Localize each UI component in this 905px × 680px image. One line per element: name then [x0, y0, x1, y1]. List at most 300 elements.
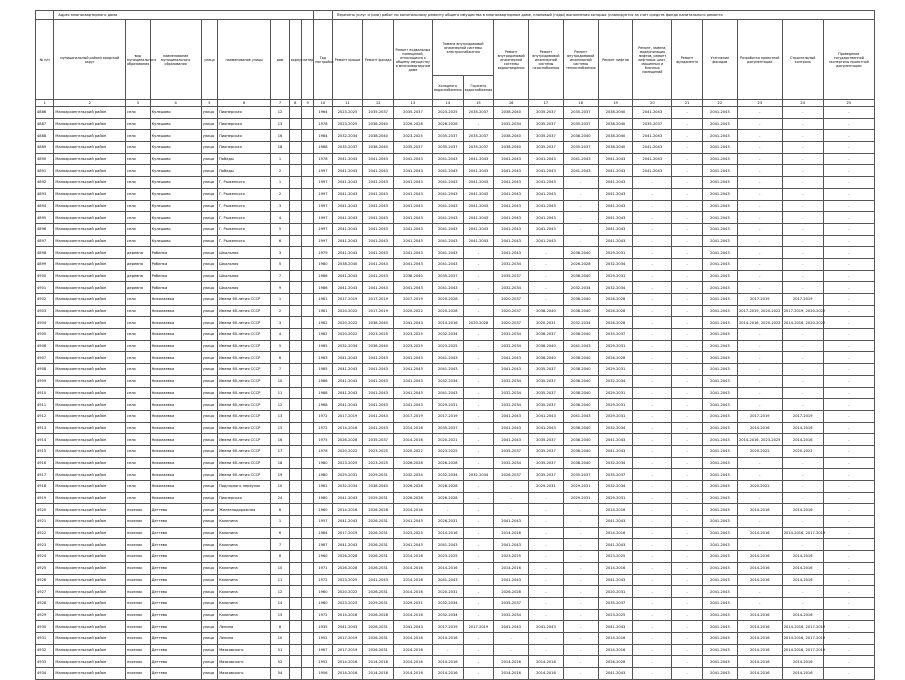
table-cell-c23: - [737, 247, 782, 259]
table-cell-c18: - [563, 644, 598, 656]
table-cell-c13: 2041-2043 [394, 165, 433, 177]
header-subcolumn: Горячего водоснабжения [463, 76, 494, 100]
table-cell-c21: - [672, 282, 703, 294]
table-cell-year: 1997 [314, 223, 332, 235]
table-cell-c23: - [737, 142, 782, 154]
table-cell-mo: Кулешово [150, 165, 201, 177]
table-cell-c14: 2041-2043 [432, 258, 463, 270]
table-cell-l [301, 118, 313, 130]
table-cell-c14: 2035-2037 [432, 130, 463, 142]
table-cell-mo: Николаевка [150, 352, 201, 364]
table-cell-c25: - [823, 481, 874, 493]
table-cell-c23: 2014-2016 [737, 422, 782, 434]
table-cell-kind: село [126, 212, 151, 224]
header-column-number: 23 [737, 100, 782, 107]
table-row [36, 258, 875, 270]
table-cell-c22: 2041-2043 [702, 656, 737, 668]
table-cell-c21: - [672, 668, 703, 680]
table-cell-st: улица [201, 609, 217, 621]
table-cell-c20: 2041-2043 [633, 142, 672, 154]
table-cell-c22: 2041-2043 [702, 352, 737, 364]
header-column: Ремонт фундамента [672, 20, 703, 100]
table-cell-st: улица [201, 375, 217, 387]
table-cell-c24: 2014-2016 [782, 422, 823, 434]
table-cell-l [301, 644, 313, 656]
table-cell-l [301, 621, 313, 633]
table-cell-mo: Кулешово [150, 188, 201, 200]
table-cell-c13: 2041-2043 [394, 352, 433, 364]
table-cell-st: улица [201, 165, 217, 177]
table-cell-c12: 2026-2028 [363, 609, 394, 621]
table-cell-mo: Кулешово [150, 200, 201, 212]
table-cell-mo: Кулешово [150, 153, 201, 165]
table-cell-c19: 2014-2016 [598, 644, 633, 656]
table-cell-c21: - [672, 294, 703, 306]
table-cell-c13: 2041-2043 [394, 200, 433, 212]
table-cell-n: 4905 [36, 329, 54, 341]
table-cell-mo: Дегтево [150, 562, 201, 574]
table-cell-c20: - [633, 516, 672, 528]
table-cell-c18: 2029-2031 [563, 481, 598, 493]
table-cell-street: Имени 60-летия СССР [218, 399, 271, 411]
table-cell-c20: 2041-2043 [633, 153, 672, 165]
header-column-number: 12 [363, 100, 394, 107]
table-cell-c25: - [823, 586, 874, 598]
table-cell-st: улица [201, 282, 217, 294]
table-cell-l [301, 668, 313, 680]
table-cell-c25: - [823, 492, 874, 504]
table-cell-c11: 2041-2043 [332, 212, 363, 224]
table-cell-district: Малоархангельский район [54, 656, 126, 668]
table-cell-k [289, 340, 301, 352]
table-cell-c21: - [672, 352, 703, 364]
table-cell-street: Г. Рыженкого [218, 235, 271, 247]
table-cell-st: улица [201, 223, 217, 235]
table-cell-year: 1987 [314, 539, 332, 551]
table-cell-c21: - [672, 130, 703, 142]
table-cell-l [301, 165, 313, 177]
table-cell-year: 1997 [314, 188, 332, 200]
table-cell-c14: 2041-2043 [432, 188, 463, 200]
table-cell-k [289, 188, 301, 200]
table-cell-c22: 2041-2043 [702, 258, 737, 270]
table-cell-c14: 2017-2019 [432, 410, 463, 422]
table-cell-c25: - [823, 294, 874, 306]
table-cell-street: Имени 60-летия СССР [218, 445, 271, 457]
table-cell-c15: - [463, 551, 494, 563]
table-cell-c19: 2029-2031 [598, 387, 633, 399]
table-cell-c16: 2041-2043 [494, 165, 529, 177]
table-cell-c21: - [672, 375, 703, 387]
table-cell-l [301, 223, 313, 235]
table-cell-c21: - [672, 586, 703, 598]
table-cell-c15: - [463, 527, 494, 539]
header-column: Ремонт, замена, модернизация лифтов, ремонт лифтовых шахт, машинных и блочных помещений [633, 20, 672, 100]
table-cell-c15: - [463, 597, 494, 609]
table-cell-c22: 2041-2043 [702, 621, 737, 633]
table-cell-district: Малоархангельский район [54, 457, 126, 469]
table-cell-c13: 2032-2034 [394, 469, 433, 481]
table-cell-c23: - [737, 375, 782, 387]
table-cell-c13: 2014-2016 [394, 609, 433, 621]
table-cell-c20: - [633, 551, 672, 563]
header-column: Ремонт лифтов [598, 20, 633, 100]
table-cell-kind: поселок [126, 668, 151, 680]
table-cell-c18: - [563, 574, 598, 586]
table-cell-c15: 2041-2043 [463, 165, 494, 177]
table-cell-c25: - [823, 516, 874, 528]
table-cell-house: 3 [271, 317, 289, 329]
table-cell-c19: 2026-2028 [598, 656, 633, 668]
table-cell-c13: 2023-2025 [394, 130, 433, 142]
table-cell-c23: - [737, 539, 782, 551]
table-cell-c21: - [672, 329, 703, 341]
table-cell-kind: деревня [126, 282, 151, 294]
table-cell-l [301, 434, 313, 446]
table-cell-mo: Дегтево [150, 597, 201, 609]
table-cell-c11: 2041-2043 [332, 375, 363, 387]
table-cell-c17: 2038-2040 [529, 340, 564, 352]
table-cell-district: Малоархангельский район [54, 317, 126, 329]
table-cell-st: улица [201, 574, 217, 586]
table-cell-l [301, 609, 313, 621]
table-cell-mo: Дегтево [150, 516, 201, 528]
table-cell-k [289, 153, 301, 165]
table-cell-house: 4 [271, 212, 289, 224]
table-cell-k [289, 445, 301, 457]
table-cell-house: 7 [271, 364, 289, 376]
table-cell-c24: - [782, 142, 823, 154]
table-cell-c13: 2014-2016 [394, 422, 433, 434]
table-cell-street: Маяковского [218, 668, 271, 680]
table-cell-c13: 2041-2043 [394, 375, 433, 387]
table-cell-c14: 2026-2028 [432, 457, 463, 469]
table-cell-year: 1997 [314, 212, 332, 224]
table-cell-c18: 2041-2043 [563, 165, 598, 177]
table-cell-l [301, 153, 313, 165]
table-cell-c17: - [529, 597, 564, 609]
table-cell-c18: - [563, 504, 598, 516]
table-cell-c15: 2020-2028 [463, 317, 494, 329]
header-column: Строительный контроль [782, 20, 823, 100]
table-cell-kind: село [126, 153, 151, 165]
table-cell-c11: 2020-2022 [332, 317, 363, 329]
table-cell-mo: Кулешово [150, 223, 201, 235]
table-cell-year: 1986 [314, 282, 332, 294]
table-cell-c15: 2041-2043 [463, 153, 494, 165]
table-cell-c18: - [563, 223, 598, 235]
table-cell-year: 1972 [314, 574, 332, 586]
table-cell-mo: Рябинка [150, 282, 201, 294]
table-cell-l [301, 574, 313, 586]
table-cell-c18: - [563, 188, 598, 200]
table-cell-c21: - [672, 340, 703, 352]
table-cell-k [289, 492, 301, 504]
table-cell-year: 1975 [314, 434, 332, 446]
table-cell-c12: 2041-2043 [363, 375, 394, 387]
table-cell-kind: поселок [126, 562, 151, 574]
table-cell-l [301, 410, 313, 422]
table-cell-kind: поселок [126, 504, 151, 516]
table-cell-c16: 2035-2037 [494, 270, 529, 282]
table-cell-c20: - [633, 668, 672, 680]
table-cell-c19: 2014-2016 [598, 527, 633, 539]
table-cell-mo: Дегтево [150, 656, 201, 668]
table-cell-c12: 2035-2037 [363, 434, 394, 446]
header-column: вид муниципального образования [126, 20, 151, 100]
table-cell-c20: - [633, 399, 672, 411]
table-cell-district: Малоархангельский район [54, 235, 126, 247]
table-cell-c24: - [782, 153, 823, 165]
table-row [36, 375, 875, 387]
table-cell-c22: 2041-2043 [702, 247, 737, 259]
table-cell-c16: 2014-2016 [494, 562, 529, 574]
table-row [36, 387, 875, 399]
table-cell-c24: - [782, 329, 823, 341]
table-cell-kind: село [126, 223, 151, 235]
table-cell-l [301, 235, 313, 247]
table-cell-c18: - [563, 235, 598, 247]
table-cell-c15: 2035-2037 [463, 107, 494, 119]
table-cell-district: Малоархангельский район [54, 481, 126, 493]
table-cell-kind: село [126, 317, 151, 329]
table-cell-year: 1988 [314, 142, 332, 154]
table-cell-district: Малоархангельский район [54, 188, 126, 200]
table-cell-c20: - [633, 329, 672, 341]
table-cell-c17: - [529, 586, 564, 598]
table-cell-c25: - [823, 551, 874, 563]
table-cell-street: Имени 60-летия СССР [218, 364, 271, 376]
table-cell-district: Малоархангельский район [54, 434, 126, 446]
table-cell-mo: Кулешово [150, 118, 201, 130]
table-cell-c19: 2041-2043 [598, 621, 633, 633]
table-cell-c11: 2032-2034 [332, 481, 363, 493]
table-cell-house: 12 [271, 586, 289, 598]
table-cell-house: 10 [271, 375, 289, 387]
table-cell-l [301, 492, 313, 504]
table-cell-c19: 2041-2043 [598, 188, 633, 200]
table-cell-c16: 2032-2034 [494, 457, 529, 469]
table-cell-l [301, 294, 313, 306]
table-cell-district: Малоархангельский район [54, 153, 126, 165]
table-cell-c15: - [463, 632, 494, 644]
table-cell-street: Имени 60-летия СССР [218, 434, 271, 446]
table-cell-c17: - [529, 527, 564, 539]
table-cell-c18: 2038-2040 [563, 305, 598, 317]
table-cell-kind: село [126, 235, 151, 247]
table-cell-c20: - [633, 562, 672, 574]
table-cell-c18: - [563, 516, 598, 528]
table-cell-n: 4928 [36, 597, 54, 609]
table-cell-c16: 2041-2043 [494, 434, 529, 446]
table-cell-c15: 2041-2043 [463, 188, 494, 200]
table-cell-c14: 2032-2034 [432, 329, 463, 341]
table-row [36, 177, 875, 189]
table-cell-c18: 2035-2037 [563, 118, 598, 130]
table-cell-street: Пионерская [218, 118, 271, 130]
table-cell-district: Малоархангельский район [54, 644, 126, 656]
table-cell-k [289, 586, 301, 598]
table-cell-c21: - [672, 457, 703, 469]
table-cell-c14: 2026-2028 [432, 492, 463, 504]
table-cell-c16: 2014-2016 [494, 527, 529, 539]
table-cell-c14: 2041-2043 [432, 223, 463, 235]
table-cell-c16: 2032-2034 [494, 387, 529, 399]
table-cell-c18: 2038-2040 [563, 399, 598, 411]
table-cell-c24: - [782, 282, 823, 294]
table-cell-k [289, 668, 301, 680]
table-cell-c21: - [672, 247, 703, 259]
table-cell-c16: 2014-2016 [494, 656, 529, 668]
table-cell-district: Малоархангельский район [54, 539, 126, 551]
table-cell-c17: - [529, 294, 564, 306]
table-cell-c16: - [494, 644, 529, 656]
table-cell-c20: - [633, 212, 672, 224]
table-cell-c12: 2041-2043 [363, 422, 394, 434]
table-cell-c16: 2041-2043 [494, 223, 529, 235]
table-cell-c14: 2026-2028 [432, 118, 463, 130]
table-cell-c14: 2017-2019 [432, 621, 463, 633]
table-cell-c12: 2014-2016 [363, 656, 394, 668]
table-cell-year: 1968 [314, 399, 332, 411]
table-cell-c22: 2041-2043 [702, 574, 737, 586]
table-cell-c20: - [633, 574, 672, 586]
table-cell-n: 4886 [36, 107, 54, 119]
table-cell-c21: - [672, 188, 703, 200]
table-cell-st: улица [201, 516, 217, 528]
table-cell-c19: 2029-2031 [598, 492, 633, 504]
table-cell-c11: 2041-2043 [332, 399, 363, 411]
table-cell-n: 4931 [36, 632, 54, 644]
table-cell-district: Малоархангельский район [54, 668, 126, 680]
table-row [36, 445, 875, 457]
table-cell-k [289, 574, 301, 586]
table-cell-c13: 2017-2019 [394, 410, 433, 422]
table-cell-c11: 2023-2025 [332, 118, 363, 130]
table-cell-n: 4934 [36, 668, 54, 680]
table-cell-c16: 2041-2043 [494, 352, 529, 364]
table-cell-c13: 2029-2031 [394, 597, 433, 609]
table-cell-c12: 2041-2043 [363, 200, 394, 212]
table-cell-n: 4914 [36, 434, 54, 446]
table-cell-c11: 2017-2019 [332, 294, 363, 306]
table-cell-c12: 2017-2019 [363, 294, 394, 306]
table-cell-c16: 2038-2040 [494, 107, 529, 119]
table-cell-c25: - [823, 668, 874, 680]
table-cell-n: 4921 [36, 516, 54, 528]
table-cell-c20: - [633, 235, 672, 247]
header-column: муниципальный район/городской округ [54, 20, 126, 100]
table-cell-st: улица [201, 387, 217, 399]
table-cell-c18: - [563, 668, 598, 680]
table-cell-k [289, 387, 301, 399]
table-cell-c12: 2038-2040 [363, 340, 394, 352]
table-cell-c25: - [823, 188, 874, 200]
table-cell-k [289, 504, 301, 516]
header-column-number: 11 [332, 100, 363, 107]
table-cell-c13: 2041-2043 [394, 539, 433, 551]
table-cell-n: 4910 [36, 387, 54, 399]
table-cell-c21: - [672, 153, 703, 165]
table-cell-c16: - [494, 481, 529, 493]
table-cell-c18: - [563, 539, 598, 551]
table-cell-c15: - [463, 609, 494, 621]
table-cell-c18: 2038-2040 [563, 434, 598, 446]
table-row [36, 153, 875, 165]
table-cell-c12: 2041-2043 [363, 258, 394, 270]
table-cell-c15: - [463, 294, 494, 306]
table-cell-house: 10 [271, 632, 289, 644]
table-cell-c21: - [672, 364, 703, 376]
table-cell-c21: - [672, 305, 703, 317]
table-cell-c17: 2029-2031 [529, 481, 564, 493]
table-cell-k [289, 516, 301, 528]
table-cell-c12: 2026-2031 [363, 539, 394, 551]
table-cell-l [301, 329, 313, 341]
table-row [36, 434, 875, 446]
table-cell-l [301, 258, 313, 270]
table-cell-c17: - [529, 632, 564, 644]
table-cell-c18: 2038-2040 [563, 375, 598, 387]
table-cell-c21: - [672, 445, 703, 457]
table-cell-c13: 2041-2043 [394, 258, 433, 270]
table-cell-c18: 2038-2040 [563, 329, 598, 341]
table-cell-c13: 2041-2043 [394, 387, 433, 399]
table-cell-c21: - [672, 270, 703, 282]
table-cell-district: Малоархангельский район [54, 329, 126, 341]
table-cell-year: 1997 [314, 200, 332, 212]
table-cell-mo: Николаевка [150, 294, 201, 306]
table-cell-c19: 2020-2031 [598, 586, 633, 598]
header-column-number: 2 [54, 100, 126, 107]
table-cell-c22: 2041-2043 [702, 188, 737, 200]
table-cell-district: Малоархангельский район [54, 107, 126, 119]
table-cell-c12: 2041-2043 [363, 223, 394, 235]
table-cell-street: Имени 60-летия СССР [218, 317, 271, 329]
table-cell-c11: 2041-2043 [332, 516, 363, 528]
table-cell-c17: - [529, 516, 564, 528]
table-cell-house: 1 [271, 294, 289, 306]
header-column-number: 3 [126, 100, 151, 107]
table-cell-c21: - [672, 107, 703, 119]
table-cell-st: улица [201, 527, 217, 539]
table-cell-c12: 2041-2043 [363, 235, 394, 247]
table-cell-st: улица [201, 352, 217, 364]
table-cell-c21: - [672, 609, 703, 621]
table-cell-k [289, 527, 301, 539]
table-cell-l [301, 130, 313, 142]
table-cell-c21: - [672, 597, 703, 609]
table-cell-district: Малоархангельский район [54, 410, 126, 422]
table-cell-c25: - [823, 130, 874, 142]
table-cell-c13: 2041-2043 [394, 223, 433, 235]
table-cell-district: Малоархангельский район [54, 445, 126, 457]
table-cell-c17: 2014-2016 [529, 668, 564, 680]
table-cell-kind: село [126, 469, 151, 481]
table-cell-c17: - [529, 492, 564, 504]
table-cell-c21: - [672, 118, 703, 130]
table-cell-c13: 2035-2037 [394, 107, 433, 119]
table-cell-c17: 2038-2040 [529, 305, 564, 317]
table-cell-year: 1997 [314, 165, 332, 177]
table-cell-c14: 2041-2043 [432, 352, 463, 364]
header-blank-cell [36, 11, 54, 20]
table-cell-c11: 2020-2022 [332, 445, 363, 457]
header-column-number: 22 [702, 100, 737, 107]
table-cell-house: 5 [271, 258, 289, 270]
table-cell-district: Малоархангельский район [54, 551, 126, 563]
table-cell-n: 4898 [36, 247, 54, 259]
